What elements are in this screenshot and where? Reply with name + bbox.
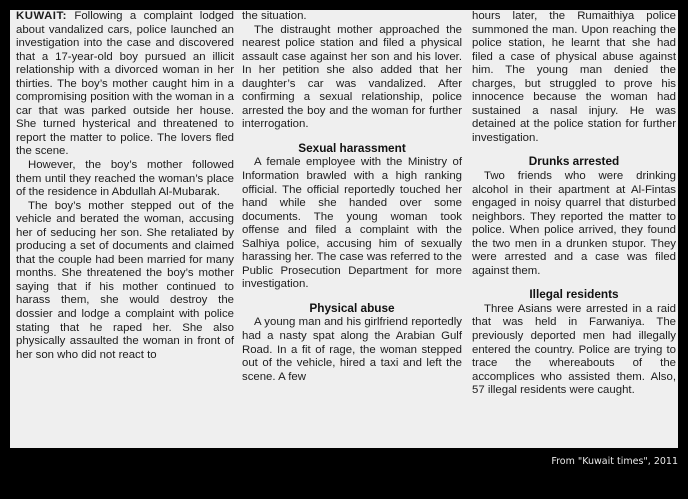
paragraph-text: Following a complaint lodged about vandalized cars, police launched an investigation into the case and discovered that a 17-year-old boy pursued an illicit relationship with a divorced woman in her thirties. The boy’s mother caught him in a compromising position with the woman in a car that was parked outside her house. She turned hysterical and threatened to report the matter to police. The lovers fled the scene. xyxy=(16,10,235,158)
subheading-sexual-harassment: Sexual harassment xyxy=(298,140,406,155)
subheading-drunks-arrested: Drunks arrested xyxy=(528,154,620,169)
paragraph: Two friends who were drinking alcohol in their apartment at Al-Fintas engaged in noisy quarrel that disturbed neighbors. They reported the matter to police. When police arrived, they found the two men in a drunken stupor. They were arrested and a case was filed against them. xyxy=(472,170,676,277)
paragraph: A female employee with the Ministry of Information brawled with a high ranking official. The official reportedly touched her hand while she handed over some documents. The young woman took offense and filed a complaint with the Salhiya police, accusing him of sexually harassing her. The case was referred to the Public Prosecution Department for more investigation. xyxy=(242,156,462,291)
subheading-physical-abuse: Physical abuse xyxy=(309,300,395,315)
subheading-illegal-residents: Illegal residents xyxy=(529,287,619,302)
column-2 xyxy=(242,10,462,384)
paragraph: The boy’s mother stepped out of the vehicle and berated the woman, accusing her of seducing her son. She retaliated by producing a set of documents and claimed that the couple had been married for many months. She threatened the boy’s mother saying that if his mother continued to harass them, she would destroy the dossier and lodge a complaint with police stating that he raped her. She also physically assaulted the woman in front of her son who did not react to xyxy=(16,199,234,361)
paragraph: Three Asians were arrested in a raid that was held in Farwaniya. The previously deported men had illegally entered the country. Police are trying to trace the whereabouts of the accomplices who assisted them. Also, 57 illegal residents were caught. xyxy=(472,302,676,397)
column-3 xyxy=(472,10,676,398)
paragraph: The distraught mother approached the nearest police station and filed a physical assault case against her son and his lover. In her petition she also added that her daughter’s car was vandalized. After confirming a sexual relationship, police arrested the boy and the woman for further interrogation. xyxy=(242,23,462,131)
paragraph: hours later, the Rumaithiya police summoned the man. Upon reaching the police station, he learnt that she had filed a case of physical abuse against him. The young man denied the charges, but struggled to prove his innocence because the woman had sustained a nasal injury. He was detained at the police station for further investigation. xyxy=(472,10,676,144)
dateline: KUWAIT: xyxy=(16,10,67,22)
paragraph xyxy=(16,10,234,159)
paragraph: the situation. xyxy=(242,10,307,22)
paragraph: A young man and his girlfriend reportedly had a nasty spat along the Arabian Gulf Road. In a fit of rage, the woman stepped out of the vehicle, hired a taxi and left the scene. A few xyxy=(242,316,462,383)
column-1 xyxy=(16,10,234,362)
source-caption: From "Kuwait times", 2011 xyxy=(551,456,678,467)
newspaper-clipping xyxy=(10,10,678,448)
paragraph: However, the boy’s mother followed them until they reached the woman’s place of the residence in Abdullah Al-Mubarak. xyxy=(16,159,234,199)
